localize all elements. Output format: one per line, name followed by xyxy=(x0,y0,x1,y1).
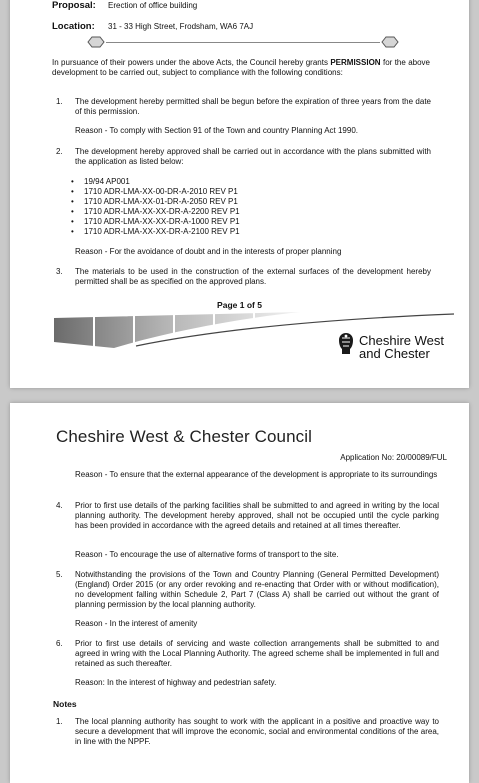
condition-6-reason: Reason: In the interest of highway and pedestrian safety. xyxy=(75,678,277,687)
logo-text-line-2: and Chester xyxy=(359,346,430,361)
note-1-number: 1. xyxy=(56,717,63,726)
proposal-value: Erection of office building xyxy=(108,1,198,10)
list-item: • 19/94 AP001 xyxy=(65,177,240,187)
condition-3-text: The materials to be used in the construction of the external surfaces of the development hereby permitted shall be as specified on the approved plans. xyxy=(75,267,431,286)
list-item: • 1710 ADR-LMA-XX-XX-DR-A-2200 REV P1 xyxy=(65,207,240,217)
condition-5-text: Notwithstanding the provisions of the Town and Country Planning (General Permitted Development) (England) Order 2015 (or any order revoking and re-enacting that Order with or without modification), no development falling within Schedule 2, Part 7 (Class A) shall be carried out without the grant of planning permission by the local planning authority. xyxy=(75,570,439,609)
council-crest-icon xyxy=(337,332,355,356)
note-1-text: The local planning authority has sought to work with the applicant in a positive and proactive way to secure a development that will improve the economic, social and environmental conditions of the area, in line with the NPPF. xyxy=(75,717,439,746)
council-title: Cheshire West & Chester Council xyxy=(56,427,312,446)
document-page-2 xyxy=(10,403,469,783)
proposal-label: Proposal: xyxy=(52,0,96,11)
condition-6-number: 6. xyxy=(56,639,63,648)
list-item: • 1710 ADR-LMA-XX-00-DR-A-2010 REV P1 xyxy=(65,187,240,197)
location-label: Location: xyxy=(52,21,95,32)
condition-1-reason: Reason - To comply with Section 91 of the Town and country Planning Act 1990. xyxy=(75,126,358,135)
logo-text-line-1: Cheshire West xyxy=(359,333,445,348)
hexagon-right-icon xyxy=(382,37,398,47)
application-number: Application No: 20/00089/FUL xyxy=(340,453,447,462)
notes-heading: Notes xyxy=(53,699,77,709)
condition-3-reason: Reason - To ensure that the external appearance of the development is appropriate to its surroundings xyxy=(75,470,438,479)
location-value: 31 - 33 High Street, Frodsham, WA6 7AJ xyxy=(108,22,254,31)
approved-plans-list xyxy=(65,177,240,237)
permission-intro: In pursuance of their powers under the above Acts, the Council hereby grants PERMISSION for the above development to be carried out, subject to compliance with the following conditions: xyxy=(52,58,431,77)
list-item: • 1710 ADR-LMA-XX-XX-DR-A-2100 REV P1 xyxy=(65,227,240,237)
condition-5-number: 5. xyxy=(56,570,63,579)
condition-6-text: Prior to first use details of servicing and waste collection arrangements shall be submitted to and agreed in wring with the Local Planning Authority. The agreed scheme shall be implemented in full and retained as such thereafter. xyxy=(75,639,439,668)
divider-ornament xyxy=(84,35,404,49)
condition-2-text: The development hereby approved shall be carried out in accordance with the plans submitted with the application as listed below: xyxy=(75,147,431,166)
condition-3-number: 3. xyxy=(56,267,63,276)
condition-2-reason: Reason - For the avoidance of doubt and in the interests of proper planning xyxy=(75,247,342,256)
condition-4-text: Prior to first use details of the parking facilities shall be submitted to and agreed in writing by the local planning authority. The development hereby approved, shall not be occupied until the cycle parking has been provided in accordance with the agreed details and retained at all times thereafter. xyxy=(75,501,439,530)
condition-1-text: The development hereby permitted shall be begun before the expiration of three years from the date of this permission. xyxy=(75,97,431,116)
condition-2-number: 2. xyxy=(56,147,63,156)
hexagon-left-icon xyxy=(88,37,104,47)
list-item: • 1710 ADR-LMA-XX-XX-DR-A-1000 REV P1 xyxy=(65,217,240,227)
list-item: • 1710 ADR-LMA-XX-01-DR-A-2050 REV P1 xyxy=(65,197,240,207)
condition-4-number: 4. xyxy=(56,501,63,510)
condition-4-reason: Reason - To encourage the use of alternative forms of transport to the site. xyxy=(75,550,339,559)
document-page-1 xyxy=(10,0,469,388)
condition-5-reason: Reason - In the interest of amenity xyxy=(75,619,198,628)
page-number: Page 1 of 5 xyxy=(217,300,262,310)
condition-1-number: 1. xyxy=(56,97,63,106)
